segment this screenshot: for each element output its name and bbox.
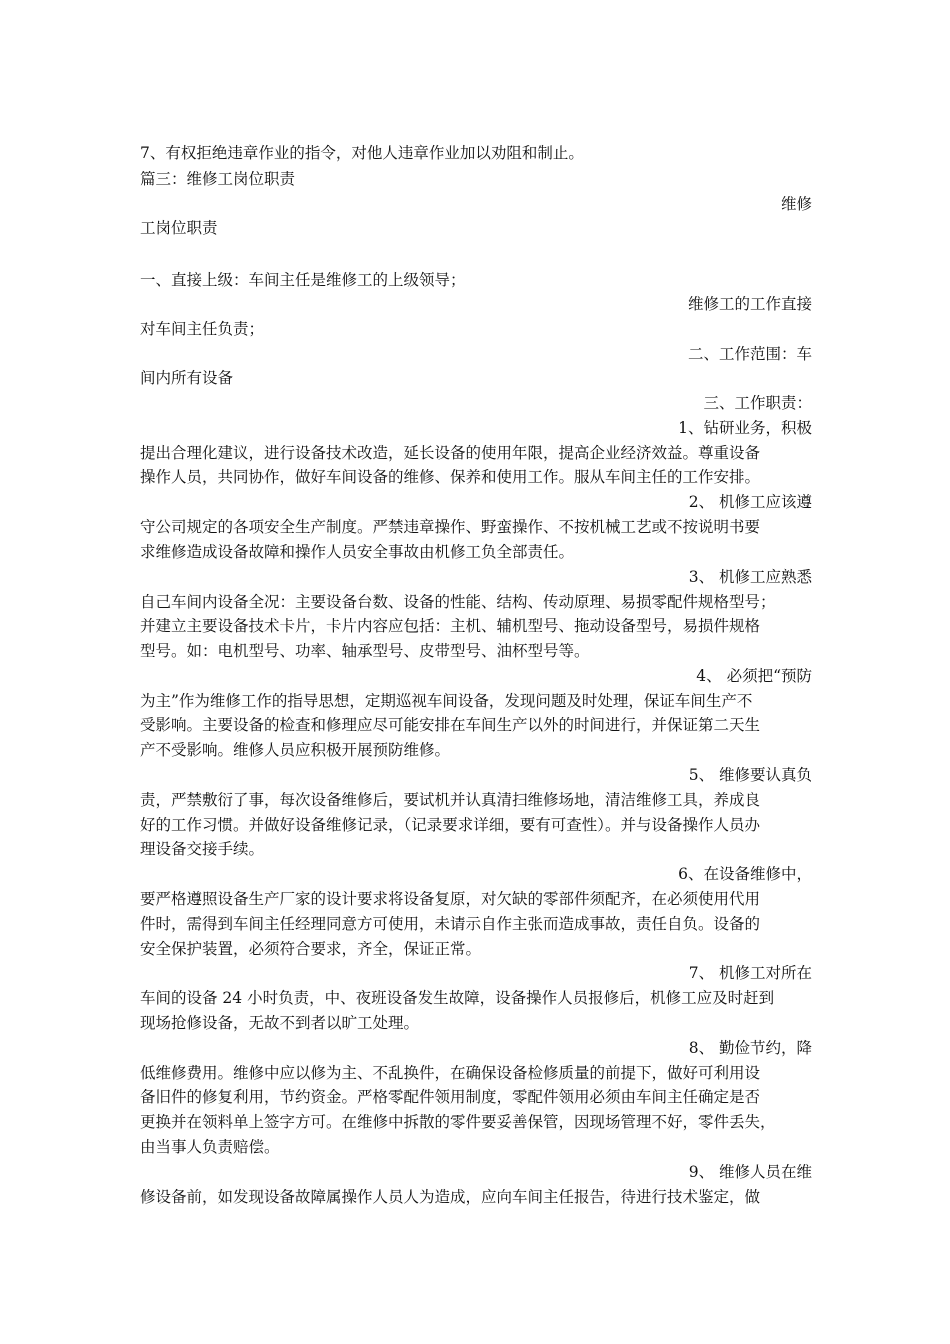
text-line: 现场抢修设备，无故不到者以旷工处理。: [140, 1014, 420, 1032]
text-line: 操作人员，共同协作，做好车间设备的维修、保养和使用工作。服从车间主任的工作安排。: [140, 468, 761, 486]
text-line: 间内所有设备: [140, 369, 234, 387]
text-line: 7、 机修工对所在: [688, 964, 812, 982]
text-line: 二、工作范围：车: [687, 345, 812, 363]
text-line: 6、在设备维修中，: [678, 865, 812, 883]
text-line: 由当事人负责赔偿。: [140, 1138, 280, 1156]
text-line: 好的工作习惯。并做好设备维修记录，（记录要求详细，要有可查性）。并与设备操作人员办: [140, 816, 761, 834]
text-line: 维修工的工作直接: [687, 295, 812, 313]
text-line: 5、 维修要认真负: [688, 766, 812, 784]
text-line: 车间的设备 24 小时负责，中、夜班设备发生故障，设备操作人员报修后，机修工应及时赶到: [140, 989, 775, 1007]
text-line: 件时，需得到车间主任经理同意方可使用，未请示自作主张而造成事故，责任自负。设备的: [140, 915, 761, 933]
text-line: 维修: [780, 195, 812, 213]
text-line: 求维修造成设备故障和操作人员安全事故由机修工负全部责任。: [140, 543, 575, 561]
text-line: 一、直接上级：车间主任是维修工的上级领导；: [140, 271, 466, 289]
text-line: 守公司规定的各项安全生产制度。严禁违章操作、野蛮操作、不按机械工艺或不按说明书要: [140, 518, 761, 536]
text-line: 自己车间内设备全况：主要设备台数、设备的性能、结构、传动原理、易损零配件规格型号；: [140, 593, 776, 611]
text-line: 7、有权拒绝违章作业的指令，对他人违章作业加以劝阻和制止。: [140, 144, 584, 162]
text-line: 4、 必须把“预防: [696, 667, 812, 685]
text-line: 8、 勤俭节约，降: [688, 1039, 812, 1057]
text-line: 要严格遵照设备生产厂家的设计要求将设备复原，对欠缺的零部件须配齐，在必须使用代用: [140, 890, 761, 908]
text-line: 3、 机修工应熟悉: [688, 568, 812, 586]
text-line: 三、工作职责：: [703, 394, 812, 412]
text-line: 责，严禁敷衍了事，每次设备维修后，要试机并认真清扫维修场地，清洁维修工具，养成良: [140, 791, 761, 809]
text-line: 产不受影响。维修人员应积极开展预防维修。: [140, 741, 451, 759]
text-line: 提出合理化建议，进行设备技术改造，延长设备的使用年限，提高企业经济效益。尊重设备: [140, 444, 761, 462]
text-line: 理设备交接手续。: [140, 840, 265, 858]
text-line: 更换并在领料单上签字方可。在维修中拆散的零件要妥善保管，因现场管理不好，零件丢失，: [140, 1113, 776, 1131]
text-line: 低维修费用。维修中应以修为主、不乱换件，在确保设备检修质量的前提下，做好可利用设: [140, 1064, 761, 1082]
text-line: 为主”作为维修工作的指导思想，定期巡视车间设备，发现问题及时处理，保证车间生产不: [140, 692, 753, 710]
text-line: 备旧件的修复利用，节约资金。严格零配件领用制度，零配件领用必须由车间主任确定是否: [140, 1088, 761, 1106]
text-line: 受影响。主要设备的检查和修理应尽可能安排在车间生产以外的时间进行，并保证第二天生: [140, 716, 761, 734]
text-line: 2、 机修工应该遵: [688, 493, 812, 511]
text-line: 工岗位职责: [140, 219, 218, 237]
text-line: 并建立主要设备技术卡片，卡片内容应包括：主机、辅机型号、拖动设备型号，易损件规格: [140, 617, 761, 635]
text-line: 型号。如：电机型号、功率、轴承型号、皮带型号、油杯型号等。: [140, 642, 590, 660]
text-line: 对车间主任负责；: [140, 320, 265, 338]
text-line: 安全保护装置，必须符合要求，齐全，保证正常。: [140, 940, 482, 958]
text-line: 9、 维修人员在维: [688, 1163, 812, 1181]
section-heading: 篇三：维修工岗位职责: [140, 170, 296, 188]
text-line: 修设备前，如发现设备故障属操作人员人为造成，应向车间主任报告，待进行技术鉴定，做: [140, 1188, 761, 1206]
text-line: 1、钻研业务，积极: [678, 419, 812, 437]
